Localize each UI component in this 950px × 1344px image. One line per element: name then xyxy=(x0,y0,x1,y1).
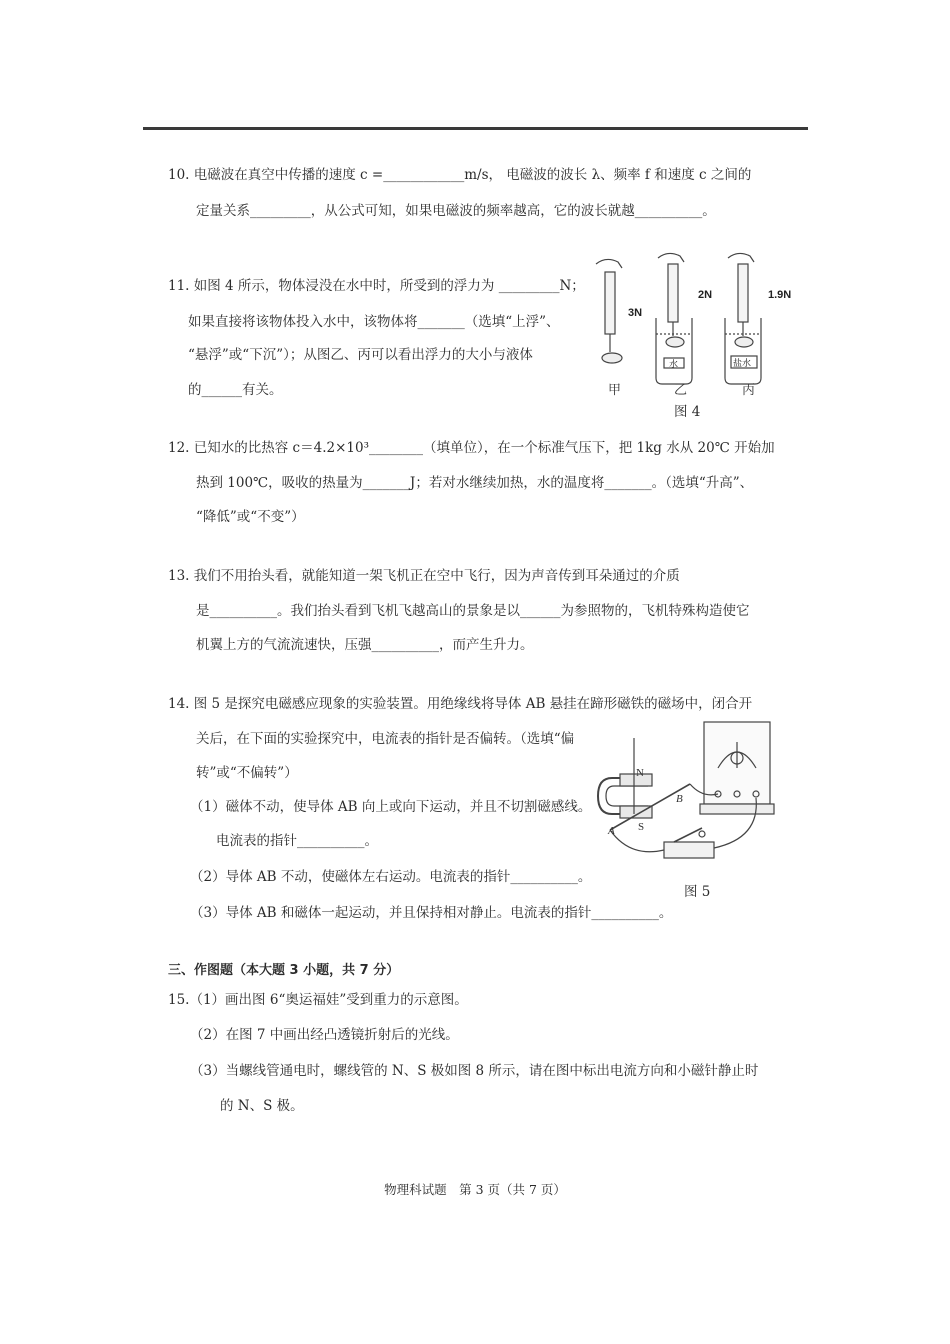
q12-line2: 热到 100℃，吸收的热量为_______J；若对水继续加热，水的温度将_______。（选填“升高”、 xyxy=(196,475,754,491)
point-b-label: B xyxy=(676,793,683,805)
liquid-yi-label: 水 xyxy=(669,360,679,370)
pole-n-label: N xyxy=(636,767,644,779)
q14-line6: （2）导体 AB 不动，使磁体左右运动。电流表的指针__________。 xyxy=(190,869,592,885)
q11-line3: “悬浮”或“下沉”）；从图乙、丙可以看出浮力的大小与液体 xyxy=(188,347,533,363)
q14-line1: 14. 图 5 是探究电磁感应现象的实验装置。用绝缘线将导体 AB 悬挂在蹄形磁铁的磁场中，闭合开 xyxy=(168,696,753,712)
section-3-heading: 三、作图题（本大题 3 小题，共 7 分） xyxy=(168,963,400,978)
figure-5 xyxy=(590,718,790,870)
q12-line1: 12. 已知水的比热容 c＝4.2×10³________（填单位），在一个标准气压下，把 1kg 水从 20℃ 开始加 xyxy=(168,440,775,456)
label-bing: 丙 xyxy=(742,383,756,398)
page-footer: 物理科试题 第 3 页（共 7 页） xyxy=(384,1182,566,1197)
q14-line5: 电流表的指针__________。 xyxy=(216,833,378,849)
figure-5-caption: 图 5 xyxy=(684,884,711,900)
q11-line4: 的______有关。 xyxy=(188,382,283,398)
hand-jia-icon xyxy=(596,259,622,268)
q15-line2: （2）在图 7 中画出经凸透镜折射后的光线。 xyxy=(190,1027,459,1043)
liquid-bing-label: 盐水 xyxy=(733,359,752,369)
q14-line3: 转”或“不偏转”） xyxy=(196,765,298,781)
q13-line1: 13. 我们不用抬头看，就能知道一架飞机正在空中飞行，因为声音传到耳朵通过的介质 xyxy=(168,568,680,584)
q14-line2: 关后，在下面的实验探究中，电流表的指针是否偏转。（选填“偏 xyxy=(196,731,575,747)
q13-line3: 机翼上方的气流流速快，压强__________，而产生升力。 xyxy=(196,637,534,653)
hand-bing-icon xyxy=(728,253,754,262)
force-jia-label: 3N xyxy=(628,307,643,319)
q15-line4: 的 N、S 极。 xyxy=(220,1098,304,1114)
pole-s-label: S xyxy=(638,821,645,833)
hand-yi-icon xyxy=(658,253,684,262)
figure-4 xyxy=(578,250,808,420)
q13-line2: 是__________。我们抬头看到飞机飞越高山的景象是以______为参照物的，飞机特殊构造使它 xyxy=(196,603,750,619)
figure-4-caption: 图 4 xyxy=(674,404,701,420)
label-jia: 甲 xyxy=(608,383,622,398)
force-yi-label: 2N xyxy=(698,289,713,301)
force-bing-label: 1.9N xyxy=(768,289,792,301)
q15-line1: 15.（1）画出图 6“奥运福娃”受到重力的示意图。 xyxy=(168,992,468,1008)
header-rule xyxy=(143,127,808,130)
q15-line3: （3）当螺线管通电时，螺线管的 N、S 极如图 8 所示，请在图中标出电流方向和小磁针静止时 xyxy=(190,1063,759,1079)
q10-line1: 10. 电磁波在真空中传播的速度 c =____________m/s， 电磁波的波长 λ、频率 f 和速度 c 之间的 xyxy=(168,167,752,183)
q12-line3: “降低”或“不变”） xyxy=(196,509,305,525)
q14-line7: （3）导体 AB 和磁体一起运动，并且保持相对静止。电流表的指针__________。 xyxy=(190,905,673,921)
q11-line1: 11. 如图 4 所示，物体浸没在水中时，所受到的浮力为 _________N； xyxy=(168,278,585,294)
q10-line2: 定量关系_________，从公式可知，如果电磁波的频率越高，它的波长就越__________。 xyxy=(196,203,716,219)
q14-line4: （1）磁体不动，使导体 AB 向上或向下运动，并且不切割磁感线。 xyxy=(190,799,592,815)
label-yi: 乙 xyxy=(674,383,688,398)
q11-line2: 如果直接将该物体投入水中，该物体将_______（选填“上浮”、 xyxy=(188,314,560,330)
point-a-label: A xyxy=(608,825,615,837)
